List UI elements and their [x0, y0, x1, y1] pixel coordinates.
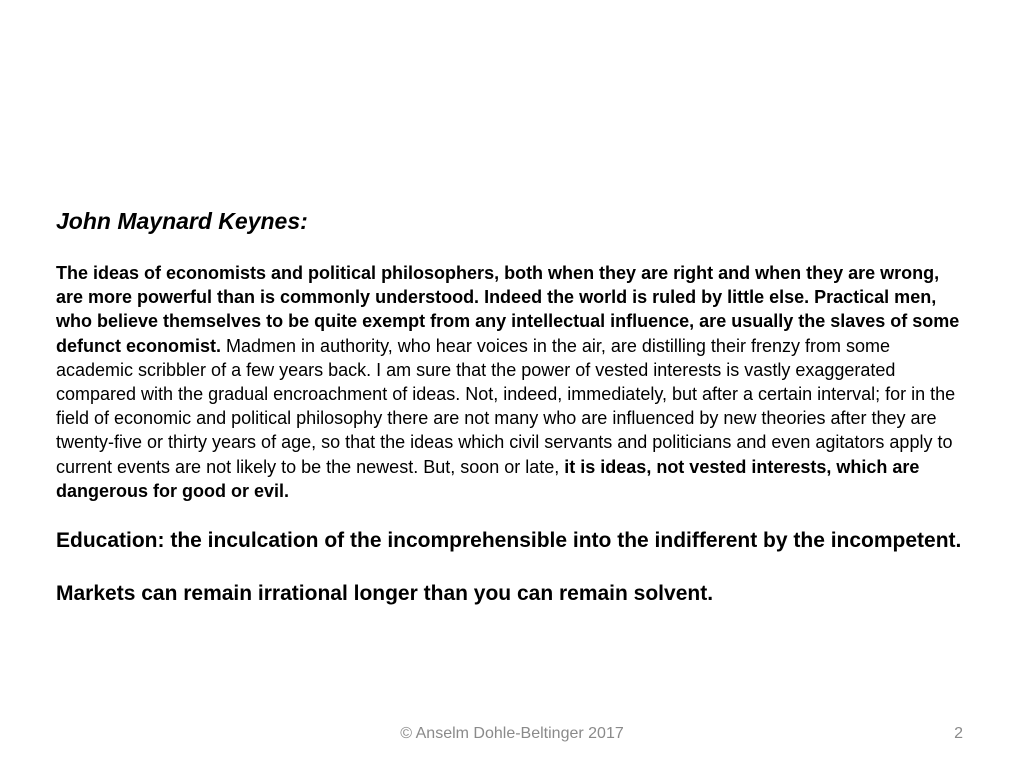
quote-bold-intro: The ideas of economists and political philosophers, both when they are right and when they are wrong, are more powerful than is commonly understood. Indeed the world is ruled by little else. Practical men, who believe themselves to be quite exempt from any intellectual influence, are usually the slaves of some defunct economist. — [56, 263, 960, 356]
quote-body: Madmen in authority, who hear voices in the air, are distilling their frenzy from some academic scribbler of a few years back. I am sure that the power of vested interests is vastly exaggerated compared with the gradual encroachment of ideas. Not, indeed, immediately, but after a certain interval; for in the field of economic and political philosophy there are not many who are influenced by new theories after they are twenty-five or thirty years of age, so that the ideas which civil servants and politicians and even agitators apply to current events are not likely to be the newest. But, soon or late, — [56, 335, 956, 477]
footer-copyright: © Anselm Dohle-Beltinger 2017 — [400, 725, 624, 742]
slide-footer — [0, 722, 1024, 746]
markets-quote: Markets can remain irrational longer than you can remain solvent. — [56, 582, 714, 606]
quote-bold-end: it is ideas, not vested interests, which are dangerous for good or evil. — [56, 456, 920, 501]
slide-content — [56, 205, 968, 633]
keynes-ideas-quote — [56, 261, 968, 503]
education-quote: Education: the inculcation of the incomprehensible into the indifferent by the incompetent. — [56, 529, 962, 553]
quote-author-heading: John Maynard Keynes: — [56, 208, 308, 234]
page-number: 2 — [954, 725, 963, 742]
